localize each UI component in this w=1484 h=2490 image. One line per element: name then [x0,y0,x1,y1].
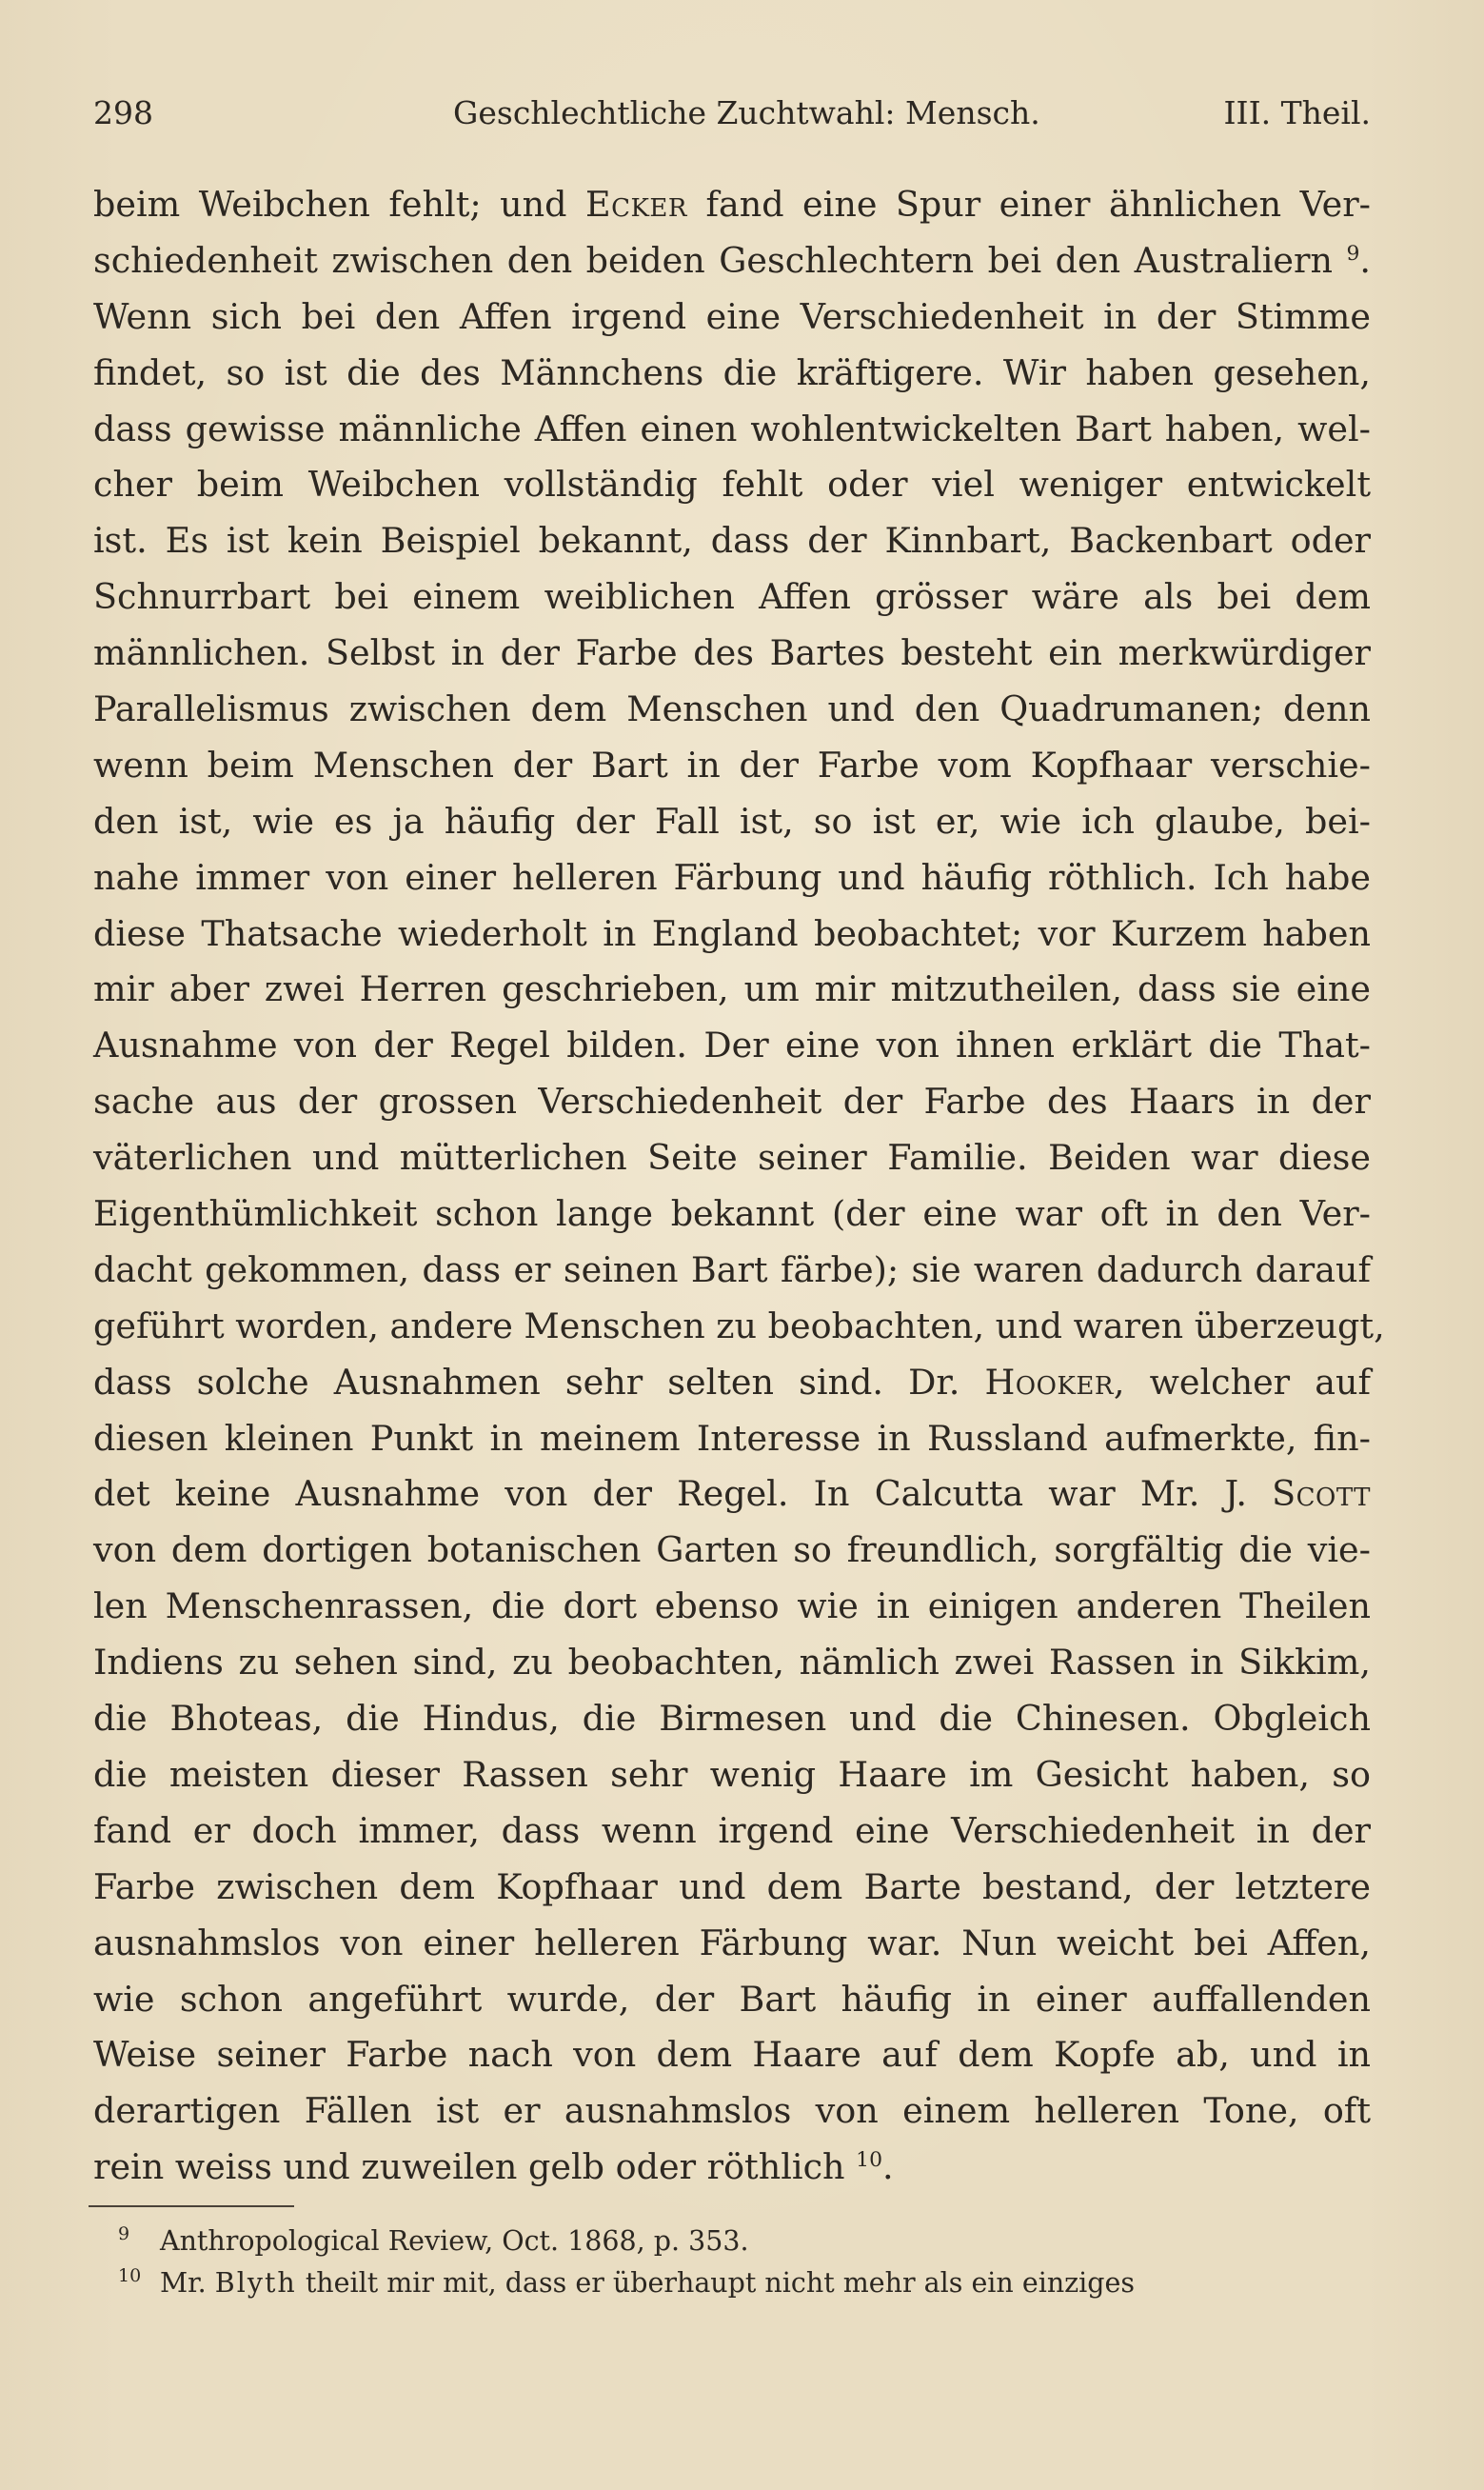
text-line: von dem dortigen botanischen Garten so freundlich, sorgfältig die vie- [93,1529,1371,1571]
text-line: diesen kleinen Punkt in meinem Interesse in Russland aufmerkte, fin- [93,1417,1371,1459]
text-line: findet, so ist die des Männchens die kräftigere. Wir haben gesehen, [93,351,1371,393]
text-line: Weise seiner Farbe nach von dem Haare auf dem Kopfe ab, und in [93,2034,1371,2076]
text-line: mir aber zwei Herren geschrieben, um mir mitzutheilen, dass sie eine [93,968,1371,1010]
footnote-mark: 10 [118,2265,142,2286]
footnote-text: Anthropological Review, Oct. 1868, p. 353. [160,2225,749,2257]
text-line: ist. Es ist kein Beispiel bekannt, dass der Kinnbart, Backenbart oder [93,520,1371,562]
text-line: fand er doch immer, dass wenn irgend eine Verschiedenheit in der [93,1809,1371,1851]
text-line: Indiens zu sehen sind, zu beobachten, nämlich zwei Rassen in Sikkim, [93,1642,1371,1683]
text-line: dass gewisse männliche Affen einen wohlentwickelten Bart haben, wel- [93,408,1371,449]
page-number: 298 [93,94,153,131]
text-line: Ausnahme von der Regel bilden. Der eine von ihnen erklärt die That- [93,1025,1371,1066]
text-line: schiedenheit zwischen den beiden Geschlechtern bei den Australiern $^9$. [93,239,1371,281]
text-line: die Bhoteas, die Hindus, die Birmesen und die Chinesen. Obgleich [93,1698,1371,1740]
text-line: beim Weibchen fehlt; und Ecker fand eine Spur einer ähnlichen Ver- [93,184,1371,225]
author-name-blyth: Blyth [214,2267,297,2299]
footnote-ref-10: 10 [856,2148,882,2173]
footnote-ref-9: 9 [1346,241,1360,266]
text-line: Parallelismus zwischen dem Menschen und den Quadrumanen; denn [93,688,1371,730]
running-title: Geschlechtliche Zuchtwahl: Mensch. [453,94,1040,131]
text-line: väterlichen und mütterlichen Seite seiner Familie. Beiden war diese [93,1137,1371,1179]
text-line: len Menschenrassen, die dort ebenso wie in einigen anderen Theilen [93,1585,1371,1627]
text-line: rein weiss und zuweilen gelb oder röthlich $^{10}$. [93,2146,894,2188]
text-line: wenn beim Menschen der Bart in der Farbe vom Kopfhaar verschie- [93,744,1371,786]
text-line: Farbe zwischen dem Kopfhaar und dem Barte bestand, der letztere [93,1865,1371,1907]
text-line: geführt worden, andere Menschen zu beobachten, und waren überzeugt, [93,1305,1385,1346]
author-name-ecker: Ecker [584,184,687,225]
text-line: ausnahmslos von einer helleren Färbung war. Nun weicht bei Affen, [93,1922,1371,1963]
text-line: den ist, wie es ja häufig der Fall ist, so ist er, wie ich glaube, bei- [93,800,1371,842]
text-line: det keine Ausnahme von der Regel. In Calcutta war Mr. J. Scott [93,1473,1371,1515]
text-line: nahe immer von einer helleren Färbung und häufig röthlich. Ich habe [93,856,1371,898]
text-line: Schnurrbart bei einem weiblichen Affen grösser wäre als bei dem [93,576,1371,618]
footnote-10: 10 Mr. Blyth theilt mir mit, dass er überhaupt nicht mehr als ein einziges [160,2262,1374,2304]
body-text [93,177,1385,2196]
footnotes [118,2221,1374,2304]
footnote-mark: 9 [118,2223,130,2244]
text-line: diese Thatsache wiederholt in England beobachtet; vor Kurzem haben [93,912,1371,954]
part-label: III. Theil. [1223,94,1371,131]
text-line: die meisten dieser Rassen sehr wenig Haare im Gesicht haben, so [93,1753,1371,1795]
running-header [93,90,1371,137]
text-line: dacht gekommen, dass er seinen Bart färbe); sie waren dadurch darauf [93,1248,1371,1290]
text-line: wie schon angeführt wurde, der Bart häufig in einer auffallenden [93,1978,1371,2020]
text-line: cher beim Weibchen vollständig fehlt oder viel weniger entwickelt [93,464,1371,506]
footnote-divider [89,2205,294,2207]
text-line: dass solche Ausnahmen sehr selten sind. Dr. Hooker, welcher auf [93,1361,1371,1403]
author-name-scott: Scott [1272,1473,1371,1515]
text-line: Wenn sich bei den Affen irgend eine Verschiedenheit in der Stimme [93,295,1371,337]
author-name-hooker: Hooker [984,1361,1114,1403]
text-line: derartigen Fällen ist er ausnahmslos von einem helleren Tone, oft [93,2090,1371,2132]
footnote-9 [118,2221,1374,2262]
text-line: männlichen. Selbst in der Farbe des Bartes besteht ein merkwürdiger [93,632,1371,674]
text-line: sache aus der grossen Verschiedenheit der Farbe des Haars in der [93,1081,1371,1123]
text-line: Eigenthümlichkeit schon lange bekannt (der eine war oft in den Ver- [93,1193,1371,1235]
